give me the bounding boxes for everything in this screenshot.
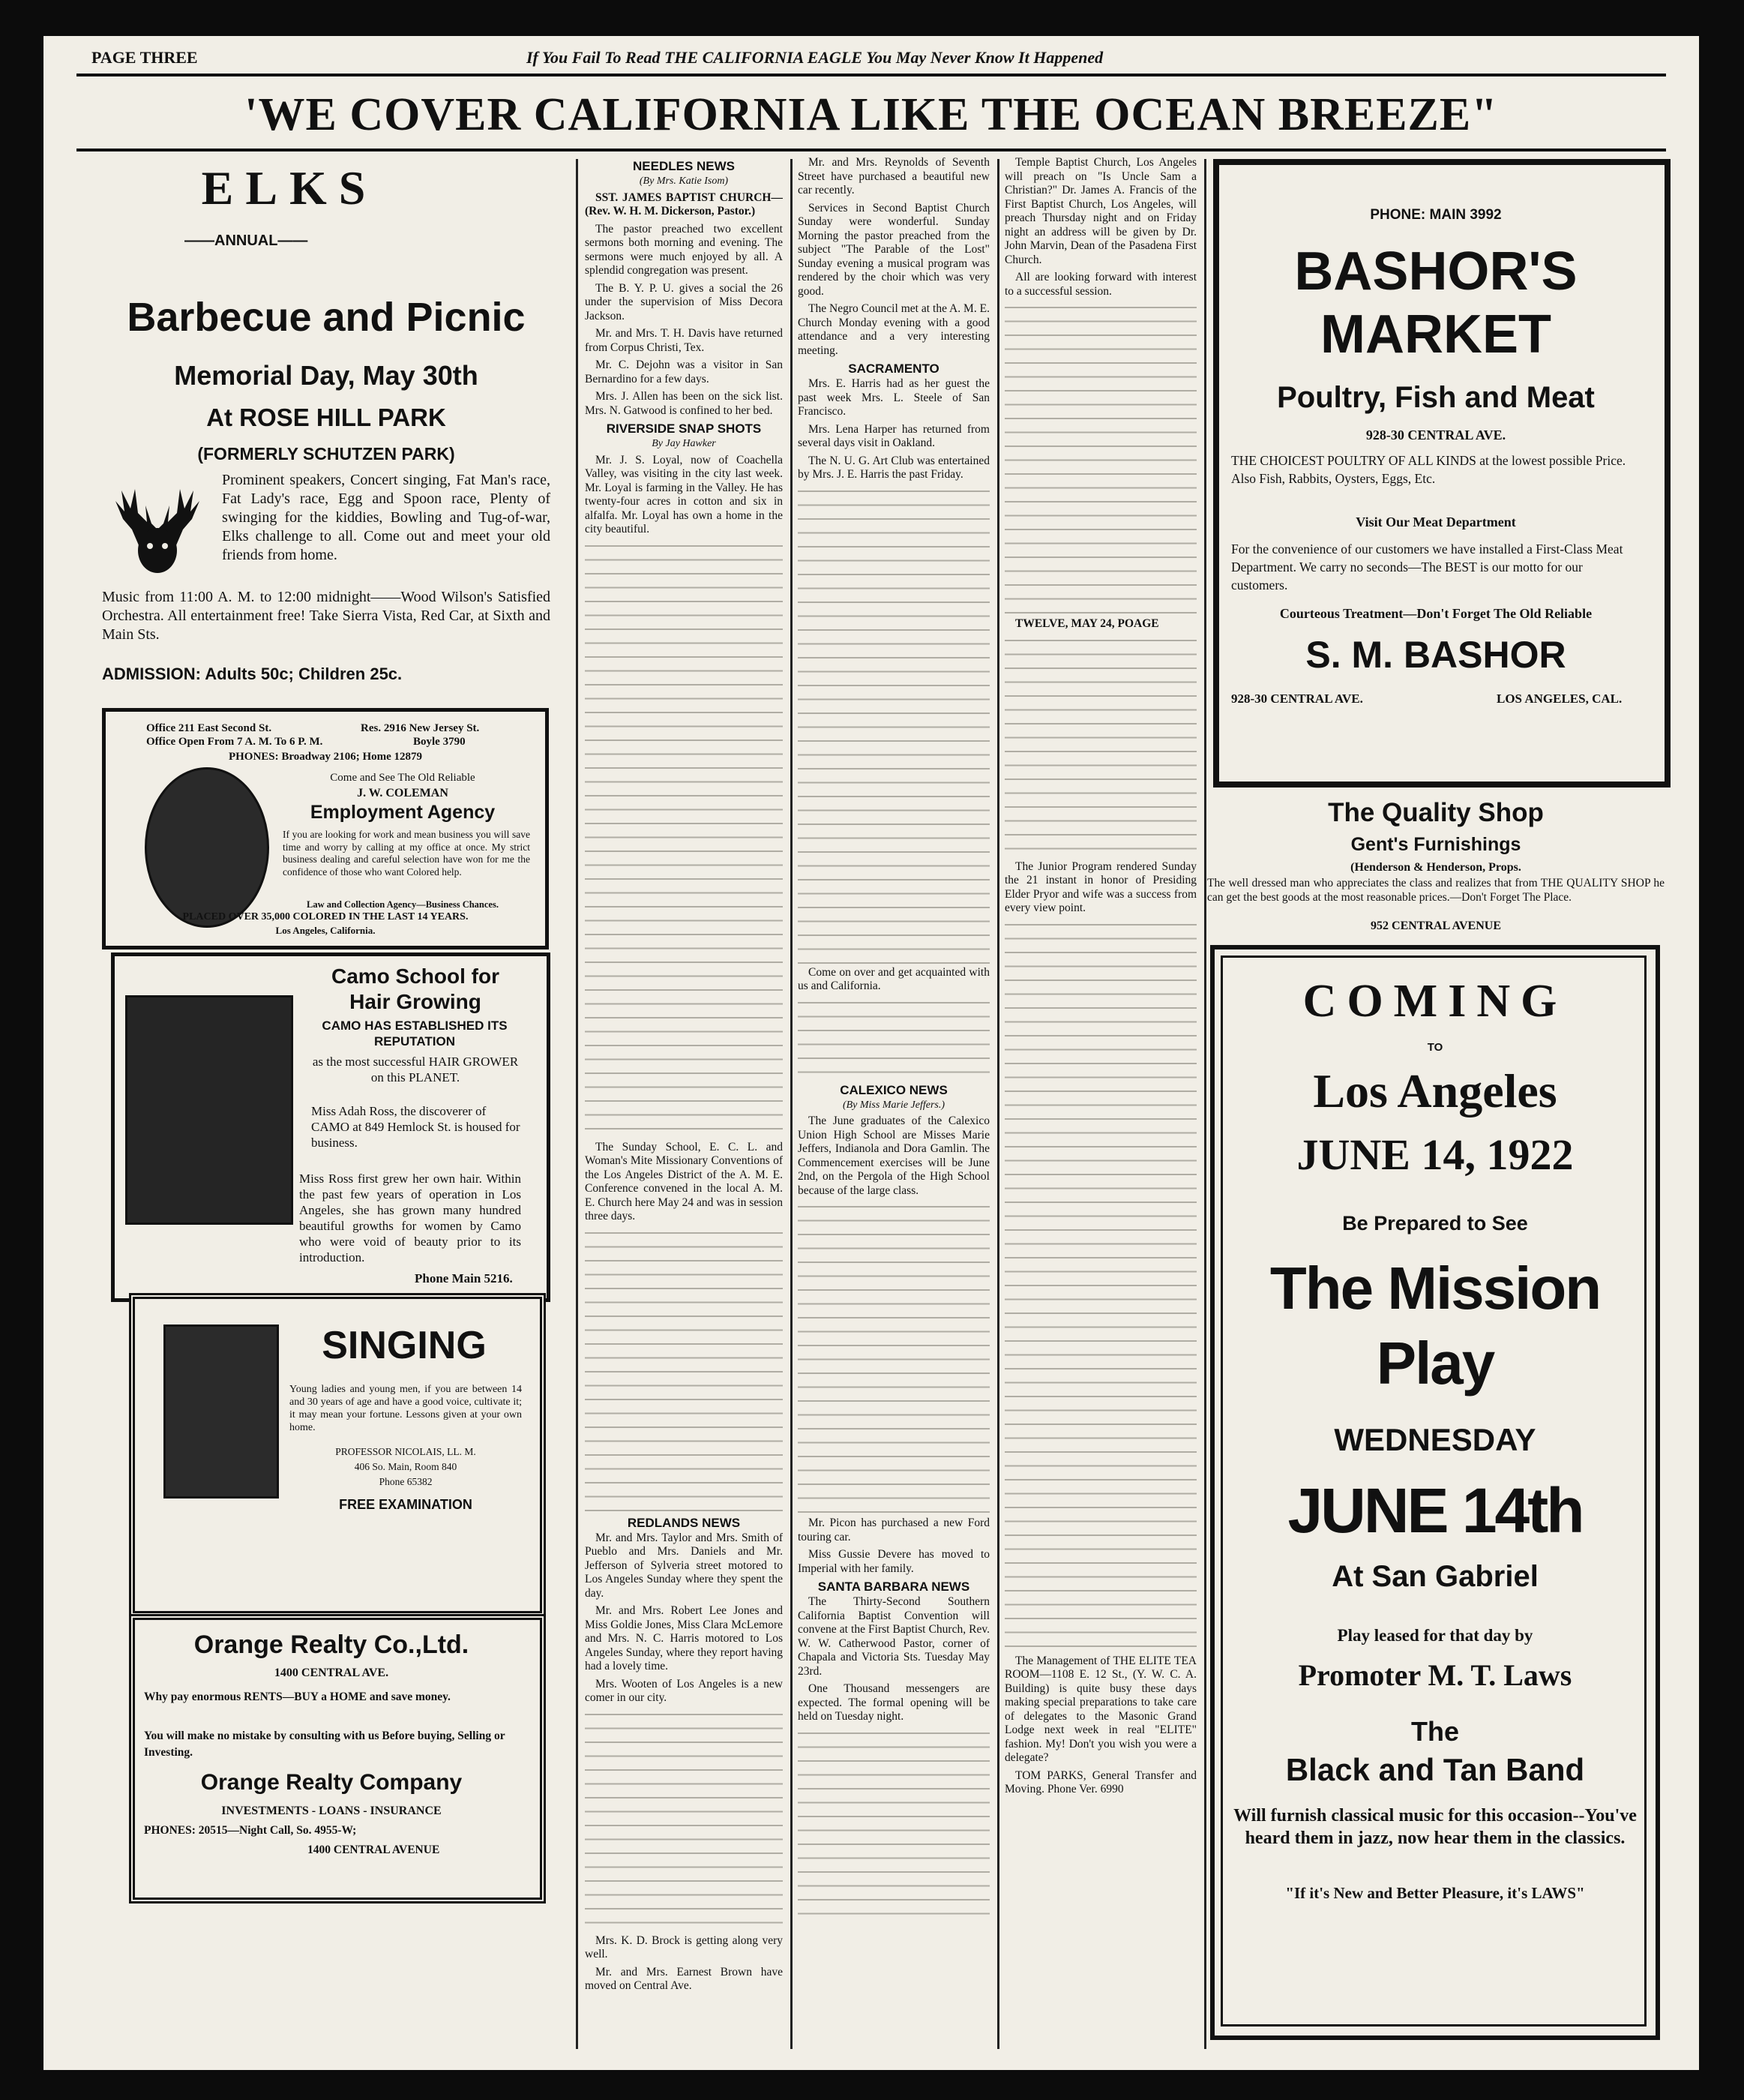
coleman-boyle: Boyle 3790 <box>413 736 466 748</box>
page-label: PAGE THREE <box>91 48 198 67</box>
redlands-p4: Mrs. K. D. Brock is getting along very well. <box>585 1934 783 1960</box>
orange-addr2: 1400 CENTRAL AVENUE <box>307 1844 440 1856</box>
coleman-employment-ad <box>102 708 549 950</box>
riverside-p1: Mr. J. S. Loyal, now of Coachella Valley, was visiting in the city last week. Mr. Loyal is farming in the Valley. He has twenty-four acres in cotton and six in alfalfa. Mr. Loyal has own a home in the city beautiful. <box>585 453 783 536</box>
needles-church: SST. JAMES BAPTIST CHURCH—(Rev. W. H. M. Dickerson, Pastor.) <box>585 190 783 218</box>
header-tagline: If You Fail To Read THE CALIFORNIA EAGLE You May Never Know It Happened <box>526 48 1104 67</box>
redlands-p5: Mr. and Mrs. Earnest Brown have moved on Central Ave. <box>585 1965 783 1992</box>
mission-band: Black and Tan Band <box>1285 1752 1585 1787</box>
elk-head-icon <box>102 466 214 579</box>
orange-realty-ad <box>129 1614 546 1904</box>
c4-p4: The Junior Program rendered Sunday the 21 instant in honor of Presiding Elder Pryor and wife was a success from every view point. <box>1005 860 1197 914</box>
mission-june: JUNE 14th <box>1287 1475 1583 1546</box>
santa-barbara-p2: One Thousand messengers are expected. The formal opening will be held on Tuesday night. <box>798 1682 990 1723</box>
c4-p5: The Management of THE ELITE TEA ROOM—1108 E. 12 St., (Y. W. C. A. Building) is quite busy these days making special preparations to take care of delegates to the Masonic Grand Lodge next week in real "ELITE" fashion. My! Don't you wish you were a delegate? <box>1005 1654 1197 1764</box>
bashor-courteous: Courteous Treatment—Don't Forget The Old Reliable <box>1279 606 1593 621</box>
elks-heading: Barbecue and Picnic <box>127 295 526 340</box>
coleman-name: J. W. COLEMAN <box>357 787 448 800</box>
needles-p1: The pastor preached two excellent sermons both morning and evening. The sermons were much enjoyed by all. A splendid congregation was present. <box>585 222 783 277</box>
sacramento-text-lines <box>798 486 990 966</box>
quality-addr: 952 CENTRAL AVENUE <box>1371 920 1501 932</box>
redlands-text-lines <box>585 1709 783 1934</box>
needles-byline: (By Mrs. Katie Isom) <box>639 176 729 187</box>
quality-body: The well dressed man who appreciates the class and realizes that from THE QUALITY SHOP he can get the best goods at the most reasonable prices.—Don't Forget The Place. <box>1207 877 1665 904</box>
elks-venue: At ROSE HILL PARK <box>206 404 446 431</box>
sacramento-headline: SACRAMENTO <box>848 362 939 376</box>
quality-title: The Quality Shop <box>1328 798 1544 827</box>
orange-services: INVESTMENTS - LOANS - INSURANCE <box>221 1804 442 1817</box>
santa-barbara-p1: The Thirty-Second Southern California Baptist Convention will convene at the First Baptist Church, Rev. W. W. Catherwood Pastor, corner of Chapala and Victoria Sts. Tuesday May 23rd. <box>798 1595 990 1678</box>
riverside-text-lines-2 <box>585 1228 783 1513</box>
bashors-market-ad <box>1213 159 1671 788</box>
c4-p1: Temple Baptist Church, Los Angeles will preach on "Is Uncle Sam a Christian?" Dr. James A. Francis of the First Baptist Church, Los Angeles, will preach Thursday night and on Friday night an address will be given by Dr. John Marvin, Dean of the Pasadena First Church. <box>1005 156 1197 266</box>
orange-addr: 1400 CENTRAL AVE. <box>274 1666 389 1679</box>
coleman-come: Come and See The Old Reliable <box>330 772 475 784</box>
bashor-line: Poultry, Fish and Meat <box>1277 381 1595 414</box>
needles-p3: Mr. and Mrs. T. H. Davis have returned from Corpus Christi, Tex. <box>585 327 783 354</box>
elks-admission: ADMISSION: Adults 50c; Children 25c. <box>102 664 403 683</box>
mission-slogan: "If it's New and Better Pleasure, it's LAWS" <box>1285 1884 1585 1902</box>
mission-play-ad <box>1210 945 1660 2040</box>
c4-p2: All are looking forward with interest to a successful session. <box>1005 271 1197 298</box>
redlands-headline: REDLANDS NEWS <box>627 1515 741 1530</box>
orange-phones: PHONES: 20515—Night Call, So. 4955-W; <box>144 1824 357 1837</box>
bashor-owner: S. M. BASHOR <box>1305 634 1566 676</box>
sacramento-p3: The N. U. G. Art Club was entertained by Mrs. J. E. Harris the past Friday. <box>798 454 990 481</box>
news-column-3 <box>1005 156 1197 2046</box>
needles-p2: The B. Y. P. U. gives a social the 26 under the supervision of Miss Decora Jackson. <box>585 281 783 322</box>
elks-music: Music from 11:00 A. M. to 12:00 midnight——Wood Wilson's Satisfied Orchestra. All entertainment free! Take Sierra Vista, Red Car, at Sixth and Main Sts. <box>102 589 550 643</box>
quality-sub: Gent's Furnishings <box>1350 834 1521 855</box>
news-column-1 <box>585 156 783 2046</box>
bashor-phone: PHONE: MAIN 3992 <box>1370 207 1502 223</box>
elks-ad <box>102 154 550 704</box>
bashor-city: LOS ANGELES, CAL. <box>1497 692 1623 706</box>
calexico-text-lines <box>798 1202 990 1516</box>
bashor-name2: MARKET <box>1320 304 1551 364</box>
coleman-phones: PHONES: Broadway 2106; Home 12879 <box>228 751 423 763</box>
bashor-conv: For the convenience of our customers we have installed a First-Class Meat Department. We carry no seconds—The BEST is our motto for our customers. <box>1231 542 1623 592</box>
singing-phone: Phone 65382 <box>379 1476 433 1487</box>
elks-annual: ——ANNUAL—— <box>184 232 308 249</box>
bashor-choice: THE CHOICEST POULTRY OF ALL KINDS at the lowest possible Price. Also Fish, Rabbits, Oysters, Eggs, Etc. <box>1231 453 1626 486</box>
c4-p6: TOM PARKS, General Transfer and Moving. Phone Ver. 6990 <box>1005 1768 1197 1796</box>
mission-prepared: Be Prepared to See <box>1342 1212 1528 1234</box>
camo-title: Camo School for Hair Growing <box>331 964 499 1013</box>
page-banner: 'WE COVER CALIFORNIA LIKE THE OCEAN BREEZE" <box>244 89 1498 140</box>
coleman-body: If you are looking for work and mean business you will save time and worry by calling at my office at once. My strict business dealing and careful selection have won for me the confidence of those who want Colored help. <box>283 829 530 878</box>
mission-the-mission: The Mission <box>1269 1255 1601 1322</box>
camo-hair-ad <box>111 952 550 1302</box>
elks-formerly: (FORMERLY SCHUTZEN PARK) <box>197 444 455 464</box>
professor-portrait <box>163 1324 279 1498</box>
elks-body: Prominent speakers, Concert singing, Fat Man's race, Fat Lady's race, Egg and Spoon race, Plenty of swinging for the kiddies, Bowling and Tug-of-war, Elks challenge to all. Come out and meet your old friends from home. <box>222 472 550 563</box>
santa-barbara-headline: SANTA BARBARA NEWS <box>817 1580 970 1594</box>
needles-headline: NEEDLES NEWS <box>632 159 736 173</box>
quality-shop-ad <box>1207 788 1665 932</box>
mission-coming: COMING <box>1302 976 1568 1027</box>
redlands-p1: Mr. and Mrs. Taylor and Mrs. Smith of Pueblo and Mrs. Daniels and Mr. Jefferson of Sylveria street motored to Los Angeles Sunday where they spent the day. <box>585 1531 783 1600</box>
elks-date: Memorial Day, May 30th <box>174 360 478 391</box>
riverside-headline: RIVERSIDE SNAP SHOTS <box>606 422 762 436</box>
camo-sub: CAMO HAS ESTABLISHED ITS REPUTATION <box>322 1018 508 1048</box>
column-rule-3 <box>997 159 999 2049</box>
c4-p3: TWELVE, MAY 24, POAGE <box>1015 617 1159 630</box>
orange-line2: You will make no mistake by consulting with us Before buying, Selling or Investing. <box>144 1730 505 1759</box>
bashor-name1: BASHOR'S <box>1294 242 1578 302</box>
camo-phone: Phone Main 5216. <box>415 1271 513 1286</box>
elks-title: ELKS <box>201 161 378 214</box>
redlands-p3: Mrs. Wooten of Los Angeles is a new comer in our city. <box>585 1677 783 1704</box>
calexico-byline: (By Miss Marie Jeffers.) <box>842 1099 945 1111</box>
c4-text-lines-2 <box>1005 635 1197 860</box>
column-rule-2 <box>790 159 793 2049</box>
column-rule-1 <box>576 159 578 2049</box>
coleman-heading: Employment Agency <box>310 802 496 823</box>
singing-title: SINGING <box>322 1324 487 1367</box>
sacramento-p4: Come on over and get acquainted with us and California. <box>798 965 990 992</box>
mission-wednesday: WEDNESDAY <box>1334 1422 1536 1457</box>
coleman-office: Office 211 East Second St. <box>146 722 272 734</box>
camo-body2: Miss Ross first grew her own hair. Within the past few years of operation in Los Angeles, she has grown many hundred beautiful growths for women by Camo who were void of beauty prior to its introduction. <box>299 1172 521 1264</box>
mission-leased: Play leased for that day by <box>1337 1626 1533 1645</box>
coleman-law: Law and Collection Agency—Business Chances. <box>307 899 499 910</box>
singing-prof: PROFESSOR NICOLAIS, LL. M. <box>335 1446 476 1457</box>
singing-addr: 406 So. Main, Room 840 <box>354 1461 457 1472</box>
camo-body1: Miss Adah Ross, the discoverer of CAMO at 849 Hemlock St. is housed for business. <box>311 1104 520 1150</box>
banner-rule <box>76 148 1666 152</box>
c4-text-lines <box>1005 302 1197 617</box>
riverside-p2: The Sunday School, E. C. L. and Woman's Mite Missionary Conventions of the Los Angeles District of the A. M. E. Conference convened in the local A. M. E. Church here May 24 and was in session three days. <box>585 1140 783 1222</box>
mission-play: Play <box>1376 1330 1494 1396</box>
mission-music: Will furnish classical music for this occasion--You've heard them in jazz, now hear them in the classics. <box>1233 1806 1637 1848</box>
santa-barbara-text-lines <box>798 1728 990 1923</box>
news-column-2 <box>798 156 990 2046</box>
adah-ross-portrait <box>125 995 293 1225</box>
page-header <box>91 45 1651 72</box>
orange-line1: Why pay enormous RENTS—BUY a HOME and save money. <box>144 1690 451 1703</box>
singing-free: FREE EXAMINATION <box>339 1497 472 1512</box>
calexico-headline: CALEXICO NEWS <box>840 1082 948 1097</box>
orange-title: Orange Realty Co.,Ltd. <box>193 1630 469 1659</box>
coleman-hours: Office Open From 7 A. M. To 6 P. M. <box>146 736 323 748</box>
mission-to: TO <box>1427 1041 1443 1054</box>
sacramento-p2: Mrs. Lena Harper has returned from several days visit in Oakland. <box>798 422 990 449</box>
c3-p2: Services in Second Baptist Church Sunday were wonderful. Sunday Morning the pastor preached from the subject "The Parable of the Lost" Sunday evening a musical program was rendered by the choir which was very good. <box>798 201 990 298</box>
newspaper-page <box>43 36 1699 2070</box>
riverside-text-lines <box>585 541 783 1141</box>
camo-lead: as the most successful HAIR GROWER on this PLANET. <box>312 1054 519 1084</box>
mission-date: JUNE 14, 1922 <box>1296 1130 1574 1179</box>
calexico-p3: Miss Gussie Devere has moved to Imperial with her family. <box>798 1548 990 1575</box>
bashor-addr2: 928-30 CENTRAL AVE. <box>1231 692 1363 706</box>
needles-p5: Mrs. J. Allen has been on the sick list. Mrs. N. Gatwood is confined to her bed. <box>585 390 783 417</box>
c3-p1: Mr. and Mrs. Reynolds of Seventh Street have purchased a beautiful new car recently. <box>798 156 990 196</box>
mission-the: The <box>1410 1716 1459 1747</box>
sacramento-p1: Mrs. E. Harris had as her guest the past week Mrs. L. Steele of San Francisco. <box>798 377 990 418</box>
calexico-p2: Mr. Picon has purchased a new Ford touring car. <box>798 1516 990 1544</box>
mission-promoter: Promoter M. T. Laws <box>1298 1658 1572 1692</box>
header-rule <box>76 74 1666 76</box>
coleman-city: Los Angeles, California. <box>275 925 376 936</box>
coleman-portrait <box>145 767 269 928</box>
bashor-visit: Visit Our Meat Department <box>1356 514 1516 530</box>
column-rule-4 <box>1204 159 1206 2049</box>
singing-ad <box>129 1293 546 1617</box>
riverside-byline: By Jay Hawker <box>652 438 716 449</box>
coleman-placed: PLACED OVER 35,000 COLORED IN THE LAST 14 YEARS. <box>182 911 469 922</box>
needles-p4: Mr. C. Dejohn was a visitor in San Bernardino for a few days. <box>585 358 783 386</box>
c4-text-lines-3 <box>1005 920 1197 1654</box>
bashor-addr: 928-30 CENTRAL AVE. <box>1365 428 1506 442</box>
quality-props: (Henderson & Henderson, Props. <box>1350 861 1521 874</box>
mission-where: At San Gabriel <box>1332 1560 1539 1593</box>
coleman-res: Res. 2916 New Jersey St. <box>361 722 480 734</box>
mission-city: Los Angeles <box>1313 1064 1557 1118</box>
singing-body: Young ladies and young men, if you are between 14 and 30 years of age and have a good voice, cultivate it; it may mean your fortune. Lessons given at your own home. <box>289 1384 522 1433</box>
calexico-p1: The June graduates of the Calexico Union High School are Misses Marie Jeffers, Indianola and Dora Gamlin. The Commencement exercises will be June 2nd, on the Pergola of the High School because of the large class. <box>798 1114 990 1197</box>
sacramento-text-lines-2 <box>798 998 990 1080</box>
redlands-p2: Mr. and Mrs. Robert Lee Jones and Miss Goldie Jones, Miss Clara McLemore and Mrs. N. C. Harris motored to Los Angeles Sunday, where they report having had a lovely time. <box>585 1604 783 1672</box>
orange-name: Orange Realty Company <box>200 1770 463 1795</box>
c3-p3: The Negro Council met at the A. M. E. Church Monday evening with a good attendance and a very interesting meeting. <box>798 302 990 357</box>
